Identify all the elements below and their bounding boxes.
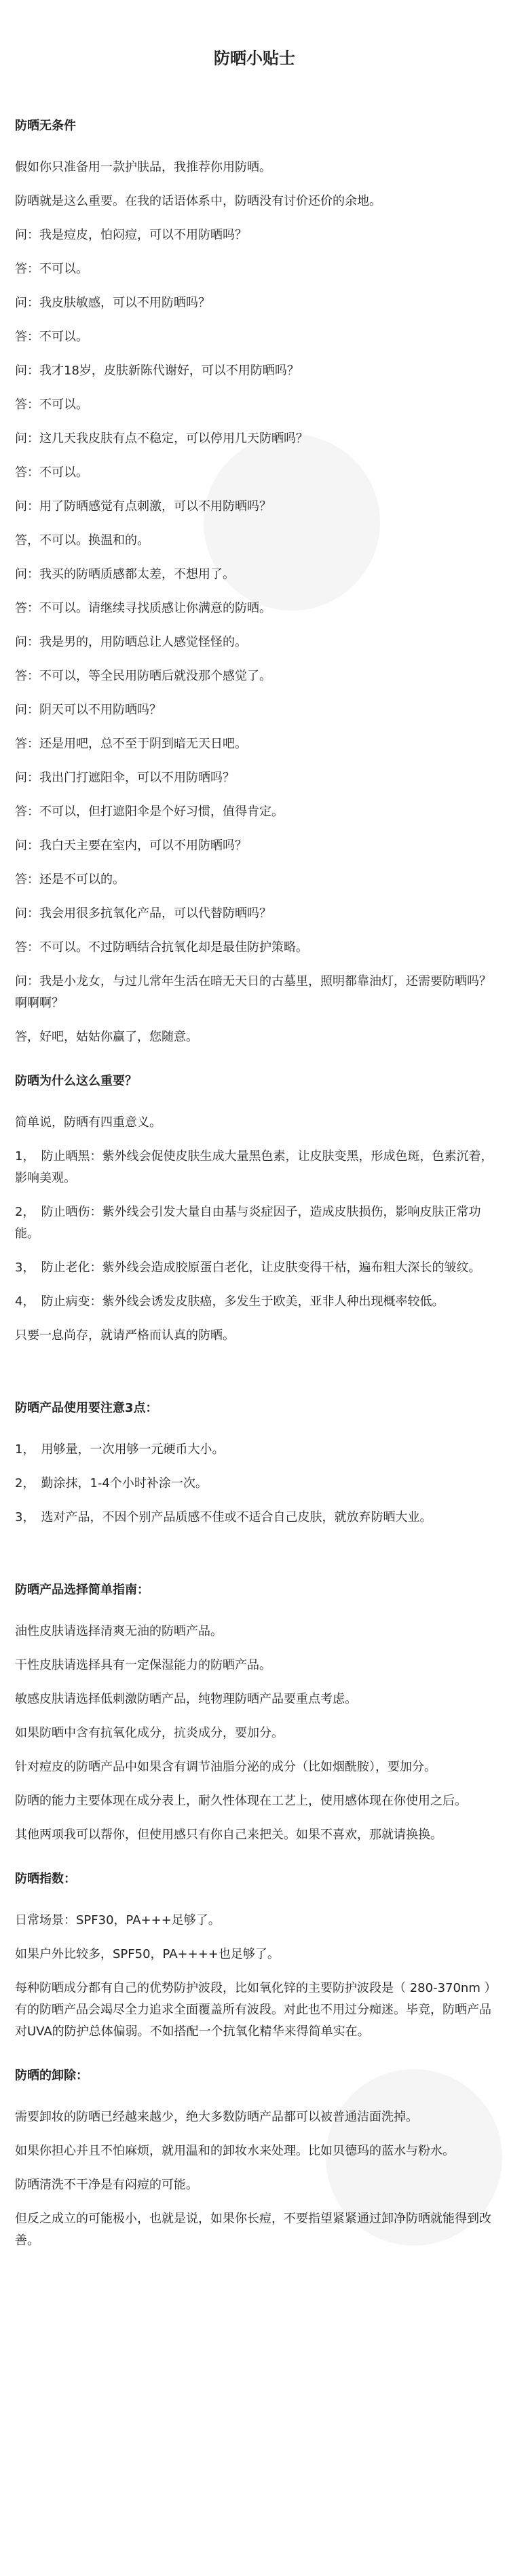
section-heading: 防晒无条件: [15, 119, 76, 133]
paragraph: 干性皮肤请选择具有一定保湿能力的防晒产品。: [15, 1658, 271, 1672]
list-item: 4， 防止病变：紫外线会诱发皮肤癌，多发生于欧美，亚非人种出现概率较低。: [15, 1294, 445, 1309]
qa-question: 问：这几天我皮肤有点不稳定，可以停用几天防晒吗？: [15, 431, 308, 446]
qa-answer: 答：不可以，等全民用防晒后就没那个感觉了。: [15, 669, 271, 683]
qa-answer: 答：不可以。: [15, 398, 88, 412]
paragraph: 如果防晒中含有抗氧化成分，抗炎成分，要加分。: [15, 1726, 284, 1740]
list-item: 1， 用够量，一次用够一元硬币大小。: [15, 1442, 225, 1457]
section-selection-guide: [15, 1580, 494, 1846]
qa-answer: 答：不可以。不过防晒结合抗氧化却是最佳防护策略。: [15, 940, 308, 955]
paragraph: 假如你只准备用一款护肤品，我推荐你用防晒。: [15, 160, 271, 174]
qa-question: 问：我会用很多抗氧化产品，可以代替防晒吗？: [15, 906, 271, 921]
paragraph: 但反之成立的可能极小，也就是说，如果你长痘，不要指望紧紧通过卸净防晒就能得到改善。: [15, 2212, 491, 2248]
qa-answer: 答：不可以。请继续寻找质感让你满意的防晒。: [15, 601, 271, 615]
paragraph: 针对痘皮的防晒产品中如果含有调节油脂分泌的成分（比如烟酰胺），要加分。: [15, 1760, 436, 1774]
paragraph: 敏感皮肤请选择低刺激防晒产品，纯物理防晒产品要重点考虑。: [15, 1692, 357, 1706]
paragraph: 如果你担心并且不怕麻烦，就用温和的卸妆水来处理。比如贝德玛的蓝水与粉水。: [15, 2144, 455, 2158]
qa-answer: 答：不可以。: [15, 262, 88, 276]
qa-answer: 答：不可以。: [15, 330, 88, 344]
section-heading: 防晒的卸除：: [15, 2069, 88, 2083]
section-heading: 防晒产品使用要注意3点：: [15, 1401, 158, 1415]
section-unconditional: [15, 116, 494, 1048]
list-item: 1， 防止晒黑：紫外线会促使皮肤生成大量黑色素，让皮肤变黑，形成色斑，色素沉着，影响美观。: [15, 1149, 493, 1185]
page-title: 防晒小贴士: [214, 49, 295, 68]
qa-question: 问：我才18岁，皮肤新陈代谢好，可以不用防晒吗？: [15, 364, 299, 378]
section-heading: 防晒产品选择简单指南：: [15, 1583, 149, 1597]
list-item: 2， 勤涂抹，1-4个小时补涂一次。: [15, 1476, 208, 1491]
paragraph: 其他两项我可以帮你，但使用感只有你自己来把关。如果不喜欢，那就请换换。: [15, 1828, 442, 1842]
qa-question: 问：阴天可以不用防晒吗？: [15, 703, 162, 717]
qa-answer: 答：还是用吧，总不至于阴到暗无天日吧。: [15, 737, 247, 751]
list-item: 2， 防止晒伤：紫外线会引发大量自由基与炎症因子，造成皮肤损伤，影响皮肤正常功能。: [15, 1205, 481, 1241]
list-item: 3， 防止老化：紫外线会造成胶原蛋白老化，让皮肤变得干枯，遍布粗大深长的皱纹。: [15, 1261, 481, 1275]
qa-question: 问：我出门打遮阳伞，可以不用防晒吗？: [15, 771, 235, 785]
qa-answer: 答：不可以。: [15, 465, 88, 480]
paragraph: 简单说，防晒有四重意义。: [15, 1115, 162, 1130]
qa-question: 问：我是小龙女，与过儿常年生活在暗无天日的古墓里，照明都靠油灯，还需要防晒吗？啊啊啊？: [15, 974, 491, 1010]
list-item: 3， 选对产品，不因个别产品质感不佳或不适合自己皮肤，就放弃防晒大业。: [15, 1510, 432, 1524]
spacer: [15, 1541, 494, 1580]
section-removal: [15, 2066, 494, 2252]
paragraph: 如果户外比较多，SPF50，PA++++也足够了。: [15, 1947, 280, 1961]
paragraph: 油性皮肤请选择清爽无油的防晒产品。: [15, 1624, 223, 1638]
qa-question: 问：我买的防晒质感都太差，不想用了。: [15, 567, 235, 581]
spacer: [15, 1359, 494, 1398]
paragraph: 防晒的能力主要体现在成分表上，耐久性体现在工艺上，使用感体现在你使用之后。: [15, 1794, 467, 1808]
paragraph: 防晒清洗不干净是有闷痘的可能。: [15, 2178, 198, 2192]
qa-answer: 答：不可以，但打遮阳伞是个好习惯，值得肯定。: [15, 805, 284, 819]
section-why-important: [15, 1071, 494, 1347]
section-spf-index: [15, 1869, 494, 2043]
section-heading: 防晒指数：: [15, 1872, 76, 1886]
paragraph: 只要一息尚存，就请严格而认真的防晒。: [15, 1328, 235, 1343]
qa-answer: 答，好吧，姑姑你赢了，您随意。: [15, 1030, 198, 1044]
paragraph: 每种防晒成分都有自己的优势防护波段，比如氧化锌的主要防护波段是（ 280-370nm ）有的防晒产品会竭尽全力追求全面覆盖所有波段。对此也不用过分痴迷。毕竟，防晒产品对UVA的防护总体偏弱。不如搭配一个抗氧化精华来得简单实在。: [15, 1981, 491, 2039]
qa-question: 问：我是男的，用防晒总让人感觉怪怪的。: [15, 635, 247, 649]
qa-question: 问：用了防晒感觉有点刺激，可以不用防晒吗？: [15, 499, 271, 514]
article: [0, 45, 509, 2252]
section-usage-points: [15, 1398, 494, 1529]
section-heading: 防晒为什么这么重要？: [15, 1074, 137, 1088]
paragraph: 日常场景：SPF30，PA+++足够了。: [15, 1913, 221, 1927]
qa-question: 问：我白天主要在室内，可以不用防晒吗？: [15, 839, 247, 853]
qa-answer: 答，不可以。换温和的。: [15, 533, 149, 547]
paragraph: 防晒就是这么重要。在我的话语体系中，防晒没有讨价还价的余地。: [15, 194, 381, 208]
qa-question: 问：我是痘皮，怕闷痘，可以不用防晒吗？: [15, 228, 247, 242]
paragraph: 需要卸妆的防晒已经越来越少，绝大多数防晒产品都可以被普通洁面洗掉。: [15, 2110, 418, 2124]
qa-question: 问：我皮肤敏感，可以不用防晒吗？: [15, 296, 210, 310]
qa-answer: 答：还是不可以的。: [15, 872, 125, 887]
